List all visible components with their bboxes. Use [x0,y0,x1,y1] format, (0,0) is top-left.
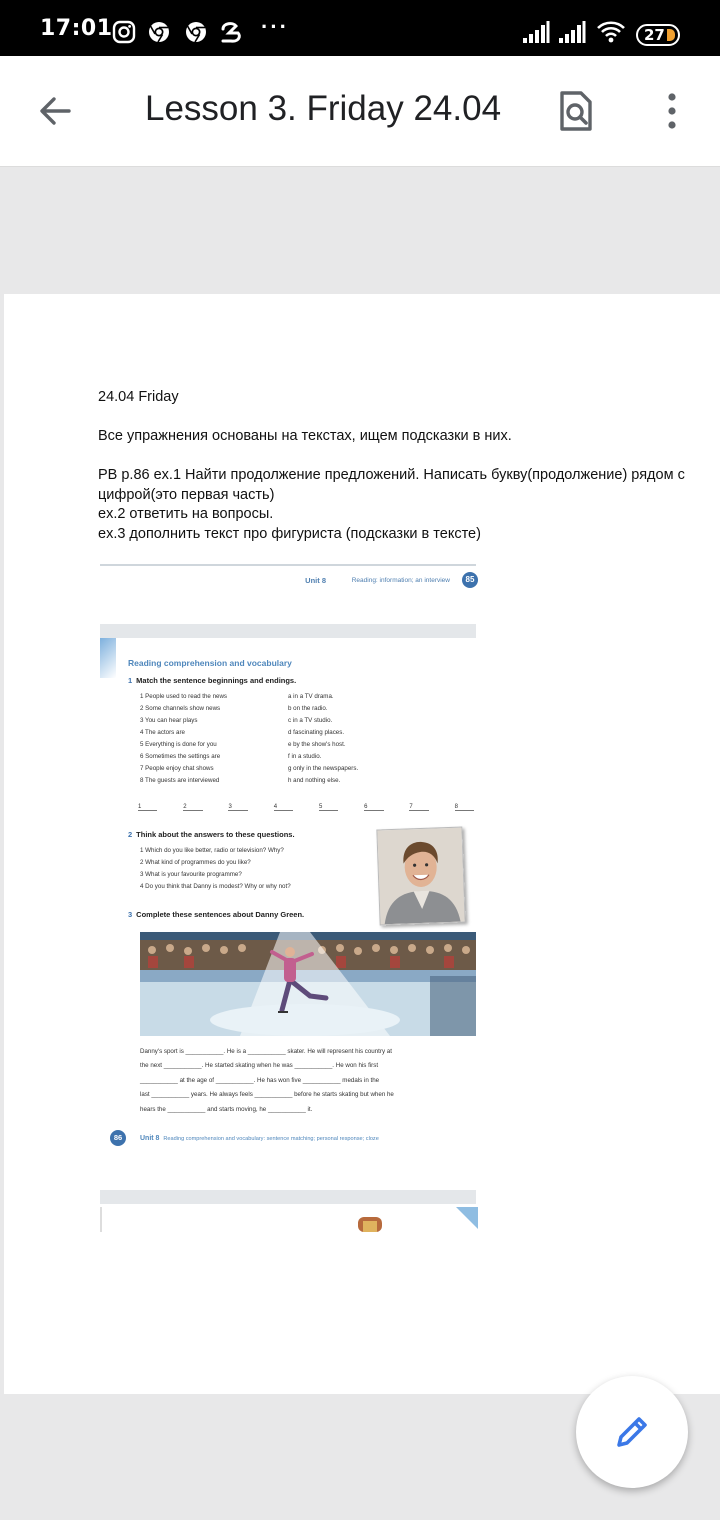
footer-unit: Unit 8 [140,1134,160,1142]
signal-icon [522,20,550,44]
exercise-3-heading: 3 Complete these sentences about Danny Green. [128,910,305,919]
cloze-line: ___________ at the age of ___________. He has won five ___________ medals in the [140,1077,380,1084]
footer-page-number: 86 [110,1130,126,1146]
answer-blank: 4 [274,804,293,811]
list-item: b on the radio. [288,705,328,712]
list-item: h and nothing else. [288,777,341,784]
list-item: 8 The guests are interviewed [140,777,220,784]
ice-rink-scene [140,932,476,1036]
date-line: 24.04 Friday [98,389,179,405]
list-item: g only in the newspapers. [288,765,359,772]
app-notification-icon [219,20,243,44]
exercise-1-heading: 1 Match the sentence beginnings and endings. [128,676,297,685]
list-item: 6 Sometimes the settings are [140,753,221,760]
chrome-icon [147,20,171,44]
danny-photo [376,827,465,926]
answer-blank: 6 [364,804,383,811]
answer-blank: 7 [409,804,428,811]
list-item: 4 The actors are [140,729,185,736]
more-vert-icon [667,93,677,129]
status-bar [0,0,720,56]
section-title: Reading comprehension and vocabulary [128,658,292,668]
answer-blank: 2 [183,804,202,811]
list-item: 2 Some channels show news [140,705,221,712]
signal-icon-2 [558,20,586,44]
task-1-line-1: PB p.86 ex.1 Найти продолжение предложений. Написать букву(продолжение) рядом с [98,467,685,483]
list-item: d fascinating places. [288,729,345,736]
list-item: a in a TV drama. [288,693,334,700]
answer-blank: 5 [319,804,338,811]
document-search-icon [559,90,593,132]
list-item: 1 Which do you like better, radio or television? Why? [140,847,284,854]
cloze-line: last ___________ years. He always feels ___________ before he starts skating but when he [140,1091,394,1098]
list-item: 1 People used to read the news [140,693,228,700]
cloze-line: hears the ___________ and starts moving, he ___________ it. [140,1106,313,1113]
back-button[interactable] [30,86,80,136]
more-notifications-icon: ··· [261,14,289,39]
exercise-2-heading: 2 Think about the answers to these questions. [128,830,295,839]
task-3: ex.3 дополнить текст про фигуриста (подсказки в тексте) [98,526,481,542]
book-header-unit: Unit 8 [305,576,326,585]
task-2: ex.2 ответить на вопросы. [98,506,274,522]
answer-blank: 1 [138,804,157,811]
list-item: 2 What kind of programmes do you like? [140,859,251,866]
pencil-icon [612,1412,652,1452]
cloze-line: the next ___________. He started skating when he was ___________. He won his first [140,1062,379,1069]
book-page-number: 85 [462,572,478,588]
cloze-line: Danny's sport is ___________. He is a ___________ skater. He will represent his country at [140,1048,392,1055]
document-page [4,294,720,1394]
book-footer [110,1130,379,1146]
list-item: 7 People enjoy chat shows [140,765,214,772]
book-header-sub: Reading: information; an interview [351,577,450,584]
edit-fab-button[interactable] [576,1376,688,1488]
list-item: 3 What is your favourite programme? [140,871,242,878]
list-item: f in a studio. [288,753,322,760]
instagram-icon [112,20,136,44]
portrait-illustration [377,828,464,925]
more-options-button[interactable] [647,86,697,136]
battery-icon [636,24,680,46]
footer-sub: Reading comprehension and vocabulary: sentence matching; personal response; cloze [163,1135,379,1142]
chrome-icon-2 [184,20,208,44]
battery-level: 27 [644,26,665,44]
answer-blank: 8 [455,804,474,811]
list-item: 4 Do you think that Danny is modest? Why or why not? [140,883,291,890]
find-in-document-button[interactable] [551,86,601,136]
answer-blank: 3 [228,804,247,811]
list-item: c in a TV studio. [288,717,333,724]
task-1-line-2: цифрой(это первая часть) [98,487,275,503]
textbook-page-image [100,564,476,1232]
status-time: 17:01 [40,16,113,41]
arrow-back-icon [37,93,73,129]
list-item: 5 Everything is done for you [140,741,217,748]
list-item: e by the show's host. [288,741,346,748]
app-toolbar [0,56,720,167]
document-title: Lesson 3. Friday 24.04 [145,89,502,128]
wifi-icon [596,20,626,44]
answer-blanks [138,804,474,811]
list-item: 3 You can hear plays [140,717,198,724]
intro-text: Все упражнения основаны на текстах, ищем подсказки в них. [98,428,512,444]
next-book-page-preview [100,1207,478,1232]
next-page-illustration [102,1207,478,1232]
skater-illustration [140,932,476,1036]
